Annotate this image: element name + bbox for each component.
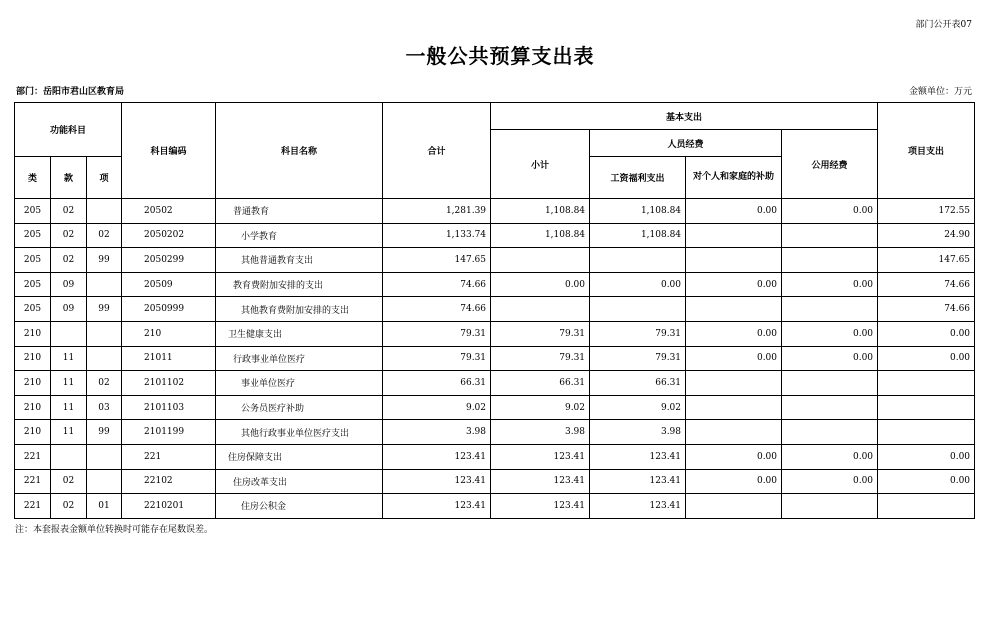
cell-subject-name: 行政事业单位医疗: [216, 346, 383, 371]
cell-subtotal: 0.00: [491, 272, 590, 297]
cell-project-expense: 24.90: [878, 223, 975, 248]
cell-subject-name: 事业单位医疗: [216, 371, 383, 396]
cell-public-expense: [782, 297, 878, 322]
table-row: [15, 420, 975, 445]
cell-kuan: [51, 444, 87, 469]
header-project-expense: 项目支出: [878, 103, 975, 199]
cell-subject-code: 22102: [122, 469, 216, 494]
cell-subject-code: 20509: [122, 272, 216, 297]
cell-subject-code: 2101102: [122, 371, 216, 396]
cell-lei: 210: [15, 395, 51, 420]
cell-public-expense: [782, 494, 878, 519]
cell-kuan: 11: [51, 395, 87, 420]
cell-xiang: [87, 444, 122, 469]
cell-lei: 205: [15, 199, 51, 224]
cell-public-expense: 0.00: [782, 346, 878, 371]
cell-project-expense: [878, 420, 975, 445]
cell-kuan: 02: [51, 223, 87, 248]
cell-project-expense: 172.55: [878, 199, 975, 224]
cell-total: 1,133.74: [383, 223, 491, 248]
cell-subtotal: 3.98: [491, 420, 590, 445]
cell-project-expense: [878, 494, 975, 519]
cell-kuan: 11: [51, 420, 87, 445]
cell-subject-name: 住房改革支出: [216, 469, 383, 494]
cell-xiang: [87, 469, 122, 494]
cell-subject-code: 21011: [122, 346, 216, 371]
cell-subject-name: 其他行政事业单位医疗支出: [216, 420, 383, 445]
cell-subtotal: 9.02: [491, 395, 590, 420]
cell-public-expense: [782, 395, 878, 420]
table-row: [15, 321, 975, 346]
cell-kuan: [51, 321, 87, 346]
cell-individual-household: [686, 297, 782, 322]
cell-total: 123.41: [383, 494, 491, 519]
cell-subject-code: 2101103: [122, 395, 216, 420]
cell-subtotal: 1,108.84: [491, 199, 590, 224]
cell-project-expense: 147.65: [878, 248, 975, 273]
cell-subject-name: 其他普通教育支出: [216, 248, 383, 273]
cell-public-expense: 0.00: [782, 199, 878, 224]
cell-individual-household: [686, 395, 782, 420]
header-subject-name: 科目名称: [216, 103, 383, 199]
cell-individual-household: 0.00: [686, 444, 782, 469]
cell-individual-household: 0.00: [686, 346, 782, 371]
header-kuan: 款: [51, 157, 87, 199]
footnote: 注：本套报表金额单位转换时可能存在尾数误差。: [15, 525, 214, 535]
cell-project-expense: 74.66: [878, 297, 975, 322]
cell-subtotal: 123.41: [491, 469, 590, 494]
cell-lei: 205: [15, 248, 51, 273]
cell-subject-code: 20502: [122, 199, 216, 224]
cell-project-expense: 0.00: [878, 444, 975, 469]
cell-salary-welfare: 79.31: [590, 346, 686, 371]
cell-salary-welfare: [590, 248, 686, 273]
cell-total: 74.66: [383, 297, 491, 322]
cell-xiang: 02: [87, 223, 122, 248]
cell-salary-welfare: 9.02: [590, 395, 686, 420]
cell-xiang: 99: [87, 248, 122, 273]
cell-total: 1,281.39: [383, 199, 491, 224]
cell-xiang: 99: [87, 420, 122, 445]
cell-individual-household: [686, 223, 782, 248]
cell-salary-welfare: 0.00: [590, 272, 686, 297]
form-number: 部门公开表07: [915, 20, 972, 30]
cell-subject-name: 小学教育: [216, 223, 383, 248]
cell-subtotal: 79.31: [491, 346, 590, 371]
cell-kuan: 11: [51, 346, 87, 371]
cell-individual-household: 0.00: [686, 272, 782, 297]
cell-salary-welfare: 123.41: [590, 494, 686, 519]
cell-subject-code: 2050999: [122, 297, 216, 322]
cell-total: 66.31: [383, 371, 491, 396]
cell-kuan: 02: [51, 469, 87, 494]
cell-subtotal: 79.31: [491, 321, 590, 346]
cell-kuan: 11: [51, 371, 87, 396]
cell-lei: 210: [15, 321, 51, 346]
cell-project-expense: 0.00: [878, 321, 975, 346]
header-basic-expense: 基本支出: [491, 103, 878, 130]
cell-total: 79.31: [383, 321, 491, 346]
cell-subject-code: 2210201: [122, 494, 216, 519]
cell-salary-welfare: 123.41: [590, 444, 686, 469]
table-row: [15, 199, 975, 224]
cell-subject-name: 公务员医疗补助: [216, 395, 383, 420]
table-row: [15, 494, 975, 519]
cell-xiang: [87, 346, 122, 371]
cell-salary-welfare: 1,108.84: [590, 223, 686, 248]
header-public-expense: 公用经费: [782, 130, 878, 199]
cell-lei: 221: [15, 469, 51, 494]
table-row: [15, 346, 975, 371]
cell-kuan: 09: [51, 272, 87, 297]
cell-project-expense: [878, 371, 975, 396]
cell-salary-welfare: 3.98: [590, 420, 686, 445]
cell-lei: 210: [15, 346, 51, 371]
cell-subject-name: 卫生健康支出: [216, 321, 383, 346]
cell-xiang: 03: [87, 395, 122, 420]
cell-public-expense: [782, 420, 878, 445]
cell-subject-code: 210: [122, 321, 216, 346]
cell-public-expense: 0.00: [782, 444, 878, 469]
cell-lei: 221: [15, 494, 51, 519]
cell-subtotal: 66.31: [491, 371, 590, 396]
cell-kuan: 02: [51, 494, 87, 519]
cell-project-expense: [878, 395, 975, 420]
cell-public-expense: [782, 371, 878, 396]
cell-total: 123.41: [383, 444, 491, 469]
cell-subject-code: 2101199: [122, 420, 216, 445]
cell-lei: 205: [15, 272, 51, 297]
table-row: [15, 371, 975, 396]
cell-subtotal: [491, 248, 590, 273]
cell-xiang: [87, 321, 122, 346]
cell-salary-welfare: [590, 297, 686, 322]
cell-lei: 205: [15, 223, 51, 248]
cell-subject-name: 住房公积金: [216, 494, 383, 519]
cell-lei: 210: [15, 371, 51, 396]
cell-individual-household: [686, 494, 782, 519]
cell-individual-household: [686, 248, 782, 273]
cell-kuan: 02: [51, 248, 87, 273]
cell-total: 147.65: [383, 248, 491, 273]
unit-label: 金额单位：万元: [908, 87, 972, 97]
cell-total: 3.98: [383, 420, 491, 445]
cell-xiang: 01: [87, 494, 122, 519]
budget-expenditure-table: [14, 102, 975, 519]
cell-kuan: 09: [51, 297, 87, 322]
cell-individual-household: [686, 420, 782, 445]
page-title: 一般公共预算支出表: [405, 44, 595, 68]
header-salary-welfare: 工资福利支出: [590, 157, 686, 199]
cell-lei: 205: [15, 297, 51, 322]
cell-subject-name: 住房保障支出: [216, 444, 383, 469]
cell-individual-household: [686, 371, 782, 396]
header-individual-household: 对个人和家庭的补助: [686, 157, 782, 199]
header-subject-code: 科目编码: [122, 103, 216, 199]
cell-salary-welfare: 66.31: [590, 371, 686, 396]
cell-subject-code: 221: [122, 444, 216, 469]
header-subtotal: 小计: [491, 130, 590, 199]
cell-subject-name: 教育费附加安排的支出: [216, 272, 383, 297]
cell-public-expense: 0.00: [782, 272, 878, 297]
cell-public-expense: 0.00: [782, 321, 878, 346]
cell-xiang: 02: [87, 371, 122, 396]
cell-salary-welfare: 1,108.84: [590, 199, 686, 224]
cell-public-expense: 0.00: [782, 469, 878, 494]
cell-xiang: 99: [87, 297, 122, 322]
cell-subject-name: 普通教育: [216, 199, 383, 224]
table-row: [15, 272, 975, 297]
cell-salary-welfare: 79.31: [590, 321, 686, 346]
cell-public-expense: [782, 248, 878, 273]
cell-individual-household: 0.00: [686, 199, 782, 224]
cell-total: 79.31: [383, 346, 491, 371]
header-function-subject: 功能科目: [15, 103, 122, 157]
table-row: [15, 444, 975, 469]
cell-public-expense: [782, 223, 878, 248]
cell-subject-name: 其他教育费附加安排的支出: [216, 297, 383, 322]
table-row: [15, 469, 975, 494]
cell-project-expense: 0.00: [878, 469, 975, 494]
cell-total: 123.41: [383, 469, 491, 494]
cell-project-expense: 74.66: [878, 272, 975, 297]
cell-salary-welfare: 123.41: [590, 469, 686, 494]
header-total: 合计: [383, 103, 491, 199]
table-row: [15, 297, 975, 322]
header-xiang: 项: [87, 157, 122, 199]
cell-xiang: [87, 199, 122, 224]
cell-subtotal: [491, 297, 590, 322]
cell-individual-household: 0.00: [686, 469, 782, 494]
header-lei: 类: [15, 157, 51, 199]
cell-xiang: [87, 272, 122, 297]
header-personnel: 人员经费: [590, 130, 782, 157]
table-row: [15, 248, 975, 273]
cell-lei: 210: [15, 420, 51, 445]
cell-subject-code: 2050299: [122, 248, 216, 273]
cell-subject-code: 2050202: [122, 223, 216, 248]
table-row: [15, 395, 975, 420]
cell-lei: 221: [15, 444, 51, 469]
cell-kuan: 02: [51, 199, 87, 224]
table-row: [15, 223, 975, 248]
cell-individual-household: 0.00: [686, 321, 782, 346]
cell-total: 9.02: [383, 395, 491, 420]
department-label: 部门：岳阳市君山区教育局: [16, 87, 125, 97]
cell-subtotal: 123.41: [491, 444, 590, 469]
cell-total: 74.66: [383, 272, 491, 297]
cell-subtotal: 123.41: [491, 494, 590, 519]
cell-project-expense: 0.00: [878, 346, 975, 371]
cell-subtotal: 1,108.84: [491, 223, 590, 248]
